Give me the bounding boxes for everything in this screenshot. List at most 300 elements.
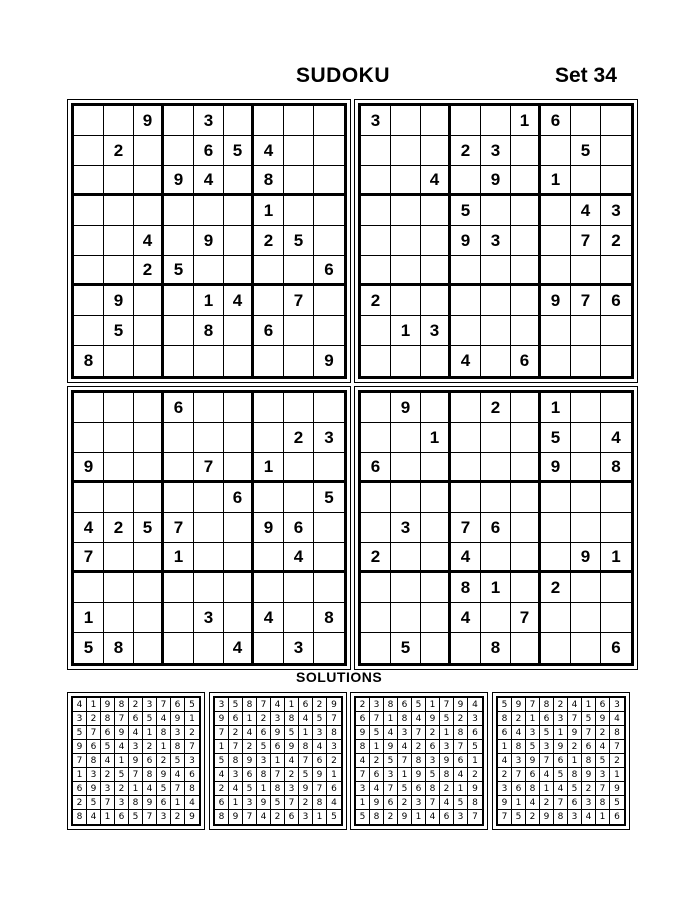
solution-cell: 9 [568,726,582,740]
solution-cell: 6 [498,726,512,740]
puzzle-cell: 4 [451,543,481,573]
puzzle-cell [314,393,344,423]
puzzle-cell [134,196,164,226]
solution-cell: 2 [526,810,540,824]
solution-cell: 3 [313,726,327,740]
solution-cell: 6 [554,754,568,768]
solution-cell: 7 [610,740,624,754]
solution-cell: 8 [271,782,285,796]
puzzle-cell [164,453,194,483]
solution-cell: 9 [129,754,143,768]
solution-cell: 1 [554,726,568,740]
puzzle-cell [104,453,134,483]
puzzle-cell [134,393,164,423]
puzzle-cell [74,286,104,316]
solution-cell: 7 [398,754,412,768]
puzzle-cell [361,346,391,376]
solution-cell: 6 [115,810,129,824]
puzzle-cell: 7 [284,286,314,316]
solution-cell: 1 [398,768,412,782]
puzzle-cell: 1 [391,316,421,346]
puzzle-cell [134,286,164,316]
solution-cell: 3 [185,754,199,768]
solution-grid [354,696,484,826]
puzzle-cell [361,483,391,513]
puzzle-cell [511,573,541,603]
puzzle-cell: 1 [194,286,224,316]
puzzle-cell [314,543,344,573]
puzzle-cell: 2 [451,136,481,166]
puzzle-cell [74,196,104,226]
puzzle-cell [314,106,344,136]
solution-cell: 6 [614,812,620,822]
puzzle-cell [134,316,164,346]
solution-cell: 6 [526,768,540,782]
puzzle-cell [284,393,314,423]
solution-cell: 2 [313,698,327,712]
solution-cell: 9 [498,796,512,810]
solution-cell: 5 [171,754,185,768]
puzzle-cell [104,166,134,196]
puzzle-cell: 7 [164,513,194,543]
puzzle-cell: 1 [254,453,284,483]
puzzle-cell [134,423,164,453]
solution-cell: 5 [101,740,115,754]
puzzle-cell [391,423,421,453]
solution-cell: 4 [327,796,341,810]
solution-cell: 9 [115,726,129,740]
solution-cell: 5 [73,726,87,740]
puzzle-cell [314,316,344,346]
solution-cell: 3 [215,698,229,712]
puzzle-cell: 5 [104,316,134,346]
solution-cell: 5 [498,698,512,712]
puzzle-cell [224,196,254,226]
puzzle-cell: 2 [361,286,391,316]
puzzle-cell: 1 [421,423,451,453]
solution-cell: 2 [143,740,157,754]
solution-cell: 6 [171,698,185,712]
solution-cell: 2 [299,796,313,810]
puzzle-cell: 3 [481,136,511,166]
solution-cell: 4 [313,740,327,754]
solution-cell: 5 [568,782,582,796]
solution-cell: 8 [327,726,341,740]
puzzle-cell [571,633,601,663]
solution-cell: 4 [582,810,596,824]
puzzle-grid [358,103,634,379]
solution-cell: 3 [468,712,482,726]
solution-cell: 5 [384,754,398,768]
solution-cell: 2 [356,698,370,712]
solution-cell: 1 [313,810,327,824]
solution-cell: 8 [568,768,582,782]
solution-cell: 5 [540,726,554,740]
puzzle-cell [451,106,481,136]
solution-cell: 6 [327,782,341,796]
puzzle-cell [74,136,104,166]
puzzle-cell [421,543,451,573]
solution-cell: 4 [498,754,512,768]
puzzle-3 [67,386,351,670]
solution-cell: 3 [87,768,101,782]
solution-cell: 4 [426,810,440,824]
solution-cell: 9 [229,810,243,824]
puzzle-cell: 3 [314,423,344,453]
puzzle-cell: 8 [451,573,481,603]
puzzle-cell: 6 [194,136,224,166]
solution-cell: 1 [285,698,299,712]
solution-cell: 8 [440,768,454,782]
puzzle-cell [541,603,571,633]
puzzle-cell [224,316,254,346]
solution-cell: 3 [243,796,257,810]
solution-cell: 9 [384,740,398,754]
solution-cell: 8 [454,726,468,740]
puzzle-cell: 4 [134,226,164,256]
puzzle-cell [164,106,194,136]
solution-cell: 3 [512,754,526,768]
solution-cell: 5 [398,782,412,796]
solution-cell: 8 [526,782,540,796]
solution-cell: 4 [215,768,229,782]
puzzle-cell [74,573,104,603]
puzzle-cell [164,316,194,346]
puzzle-cell [284,483,314,513]
puzzle-cell: 4 [571,196,601,226]
solution-cell: 1 [454,782,468,796]
puzzle-cell [451,393,481,423]
puzzle-cell [421,393,451,423]
solution-cell: 6 [73,782,87,796]
puzzle-cell [451,633,481,663]
solution-cell: 5 [185,698,199,712]
puzzle-cell: 4 [601,423,631,453]
puzzle-cell [481,543,511,573]
puzzle-cell: 9 [104,286,134,316]
solution-cell: 9 [101,698,115,712]
solution-cell: 8 [582,754,596,768]
solution-cell: 2 [87,712,101,726]
puzzle-cell [194,346,224,376]
puzzle-cell [224,543,254,573]
puzzle-cell: 1 [164,543,194,573]
solution-cell: 4 [129,726,143,740]
puzzle-cell [224,106,254,136]
solution-cell: 5 [526,740,540,754]
puzzle-cell [164,196,194,226]
puzzle-cell: 7 [511,603,541,633]
solution-cell: 6 [440,810,454,824]
solution-cell: 3 [384,768,398,782]
solution-cell: 1 [468,754,482,768]
solution-cell: 6 [356,712,370,726]
solution-cell: 7 [157,698,171,712]
solution-cell: 1 [370,740,384,754]
solution-cell: 6 [101,726,115,740]
puzzle-cell [361,166,391,196]
solution-cell: 7 [285,796,299,810]
puzzle-cell [284,166,314,196]
puzzle-cell: 9 [481,166,511,196]
puzzle-cell [481,316,511,346]
puzzle-cell [481,196,511,226]
puzzle-cell [194,423,224,453]
puzzle-cell [164,346,194,376]
solution-cell: 8 [384,698,398,712]
puzzle-cell [541,633,571,663]
solution-cell: 8 [73,810,87,824]
solution-cell: 9 [257,796,271,810]
puzzle-cell [541,256,571,286]
solution-cell: 2 [229,726,243,740]
solution-cell: 8 [129,796,143,810]
solution-cell: 6 [398,698,412,712]
puzzle-cell [481,603,511,633]
solution-cell: 8 [356,740,370,754]
solution-cell: 5 [582,712,596,726]
puzzle-cell [224,603,254,633]
puzzle-cell [391,166,421,196]
solution-cell: 8 [87,754,101,768]
puzzle-cell: 9 [134,106,164,136]
solution-cell: 1 [101,810,115,824]
solution-cell: 7 [243,810,257,824]
puzzle-cell [541,316,571,346]
solution-cell: 1 [426,698,440,712]
puzzle-cell [601,573,631,603]
solution-cell: 6 [596,698,610,712]
solution-cell: 6 [299,698,313,712]
puzzle-cell [164,136,194,166]
solution-cell: 2 [73,796,87,810]
puzzle-cell: 7 [74,543,104,573]
solution-cell: 3 [229,768,243,782]
puzzle-cell: 2 [134,256,164,286]
puzzle-cell [134,483,164,513]
puzzle-cell [541,543,571,573]
puzzle-cell [541,226,571,256]
solution-cell: 1 [229,796,243,810]
puzzle-cell [421,196,451,226]
solution-cell: 4 [384,726,398,740]
puzzle-cell: 1 [481,573,511,603]
puzzle-cell: 4 [254,136,284,166]
solution-cell: 3 [143,698,157,712]
puzzle-cell [134,346,164,376]
puzzle-cell [284,346,314,376]
puzzle-cell [391,226,421,256]
puzzle-cell: 5 [224,136,254,166]
solution-cell: 5 [440,712,454,726]
solution-cell: 6 [229,712,243,726]
solution-cell: 5 [229,698,243,712]
solution-cell: 7 [229,740,243,754]
solution-cell: 6 [582,740,596,754]
solution-cell: 8 [596,796,610,810]
puzzle-cell: 7 [571,286,601,316]
puzzle-cell [391,136,421,166]
puzzle-cell [104,423,134,453]
puzzle-4 [354,386,638,670]
solution-cell: 3 [582,796,596,810]
solution-cell: 9 [540,810,554,824]
solution-cell: 9 [554,740,568,754]
solution-cell: 2 [171,810,185,824]
solution-cell: 1 [271,754,285,768]
puzzle-cell: 4 [451,603,481,633]
solution-cell: 8 [554,810,568,824]
puzzle-cell [361,573,391,603]
puzzle-cell: 9 [451,226,481,256]
puzzle-cell: 6 [541,106,571,136]
puzzle-cell: 3 [284,633,314,663]
puzzle-cell: 2 [104,513,134,543]
puzzle-cell [314,226,344,256]
puzzle-cell [194,573,224,603]
puzzle-cell: 4 [451,346,481,376]
puzzle-cell [571,316,601,346]
solution-cell: 4 [356,754,370,768]
puzzle-cell [224,226,254,256]
solution-cell: 9 [596,712,610,726]
puzzle-cell [361,603,391,633]
solution-cell: 2 [540,796,554,810]
solution-cell: 6 [412,782,426,796]
solution-cell: 3 [370,698,384,712]
puzzle-cell [284,573,314,603]
solution-cell: 1 [129,782,143,796]
solution-cell: 2 [412,740,426,754]
puzzle-cell [511,633,541,663]
solution-cell: 3 [257,754,271,768]
solution-cell: 3 [596,768,610,782]
puzzle-cell [481,256,511,286]
solution-cell: 3 [526,726,540,740]
puzzle-cell [314,633,344,663]
puzzle-grid [71,103,347,379]
puzzle-cell [314,196,344,226]
solution-cell: 1 [215,740,229,754]
puzzle-cell [571,106,601,136]
solution-cell: 3 [554,712,568,726]
solution-cell: 9 [327,698,341,712]
solution-cell: 5 [87,796,101,810]
solutions-heading: SOLUTIONS [296,669,383,685]
puzzle-cell [391,346,421,376]
puzzle-cell: 8 [254,166,284,196]
solution-cell: 8 [215,810,229,824]
solution-1 [67,692,205,830]
solution-cell: 8 [468,796,482,810]
puzzle-cell [314,166,344,196]
solution-cell: 9 [426,712,440,726]
puzzle-cell: 9 [541,453,571,483]
solution-cell: 1 [356,796,370,810]
puzzle-cell [511,196,541,226]
puzzle-cell: 6 [224,483,254,513]
puzzle-cell [421,226,451,256]
puzzle-cell [541,136,571,166]
puzzle-cell [451,286,481,316]
puzzle-cell [391,453,421,483]
solution-cell: 1 [115,754,129,768]
solution-cell: 7 [115,712,129,726]
puzzle-cell [451,166,481,196]
solution-cell: 7 [554,796,568,810]
solution-2 [209,692,347,830]
solution-cell: 1 [327,768,341,782]
puzzle-cell [601,256,631,286]
puzzle-cell [541,196,571,226]
solution-cell: 7 [129,768,143,782]
puzzle-cell [361,423,391,453]
puzzle-cell [601,483,631,513]
solution-cell: 4 [185,796,199,810]
puzzle-cell: 4 [224,633,254,663]
puzzle-cell [254,423,284,453]
solution-cell: 4 [610,712,624,726]
solution-cell: 3 [157,810,171,824]
solution-cell: 2 [370,754,384,768]
puzzle-cell: 8 [104,633,134,663]
puzzle-cell [104,196,134,226]
solution-cell: 7 [185,740,199,754]
solution-cell: 2 [468,768,482,782]
solution-cell: 4 [596,740,610,754]
puzzle-cell [284,453,314,483]
puzzle-cell: 6 [254,316,284,346]
solution-cell: 4 [440,796,454,810]
solution-cell: 6 [87,740,101,754]
puzzle-cell: 4 [284,543,314,573]
puzzle-cell: 9 [324,351,334,370]
puzzle-1 [67,99,351,383]
puzzle-cell [194,513,224,543]
puzzle-cell [314,513,344,543]
solution-cell: 9 [243,754,257,768]
solution-cell: 6 [257,726,271,740]
puzzle-cell [481,346,511,376]
puzzle-cell: 7 [194,453,224,483]
set-label: Set 34 [555,64,617,87]
puzzle-cell [511,423,541,453]
puzzle-cell [194,633,224,663]
solution-cell: 5 [299,768,313,782]
solution-cell: 8 [512,740,526,754]
solution-cell: 2 [568,740,582,754]
solution-cell: 4 [398,740,412,754]
puzzle-cell [391,256,421,286]
solution-cell: 7 [512,768,526,782]
puzzle-cell [601,393,631,423]
puzzle-cell: 2 [481,393,511,423]
puzzle-cell [451,423,481,453]
puzzle-cell [284,196,314,226]
puzzle-cell [421,453,451,483]
puzzle-cell: 1 [511,106,541,136]
page-title: SUDOKU [296,64,391,87]
solution-cell: 2 [101,768,115,782]
puzzle-cell [74,393,104,423]
puzzle-cell: 3 [481,226,511,256]
solution-3 [350,692,488,830]
solution-cell: 2 [327,754,341,768]
puzzle-cell [74,423,104,453]
solution-cell: 4 [87,810,101,824]
puzzle-cell [511,316,541,346]
solution-cell: 2 [185,726,199,740]
